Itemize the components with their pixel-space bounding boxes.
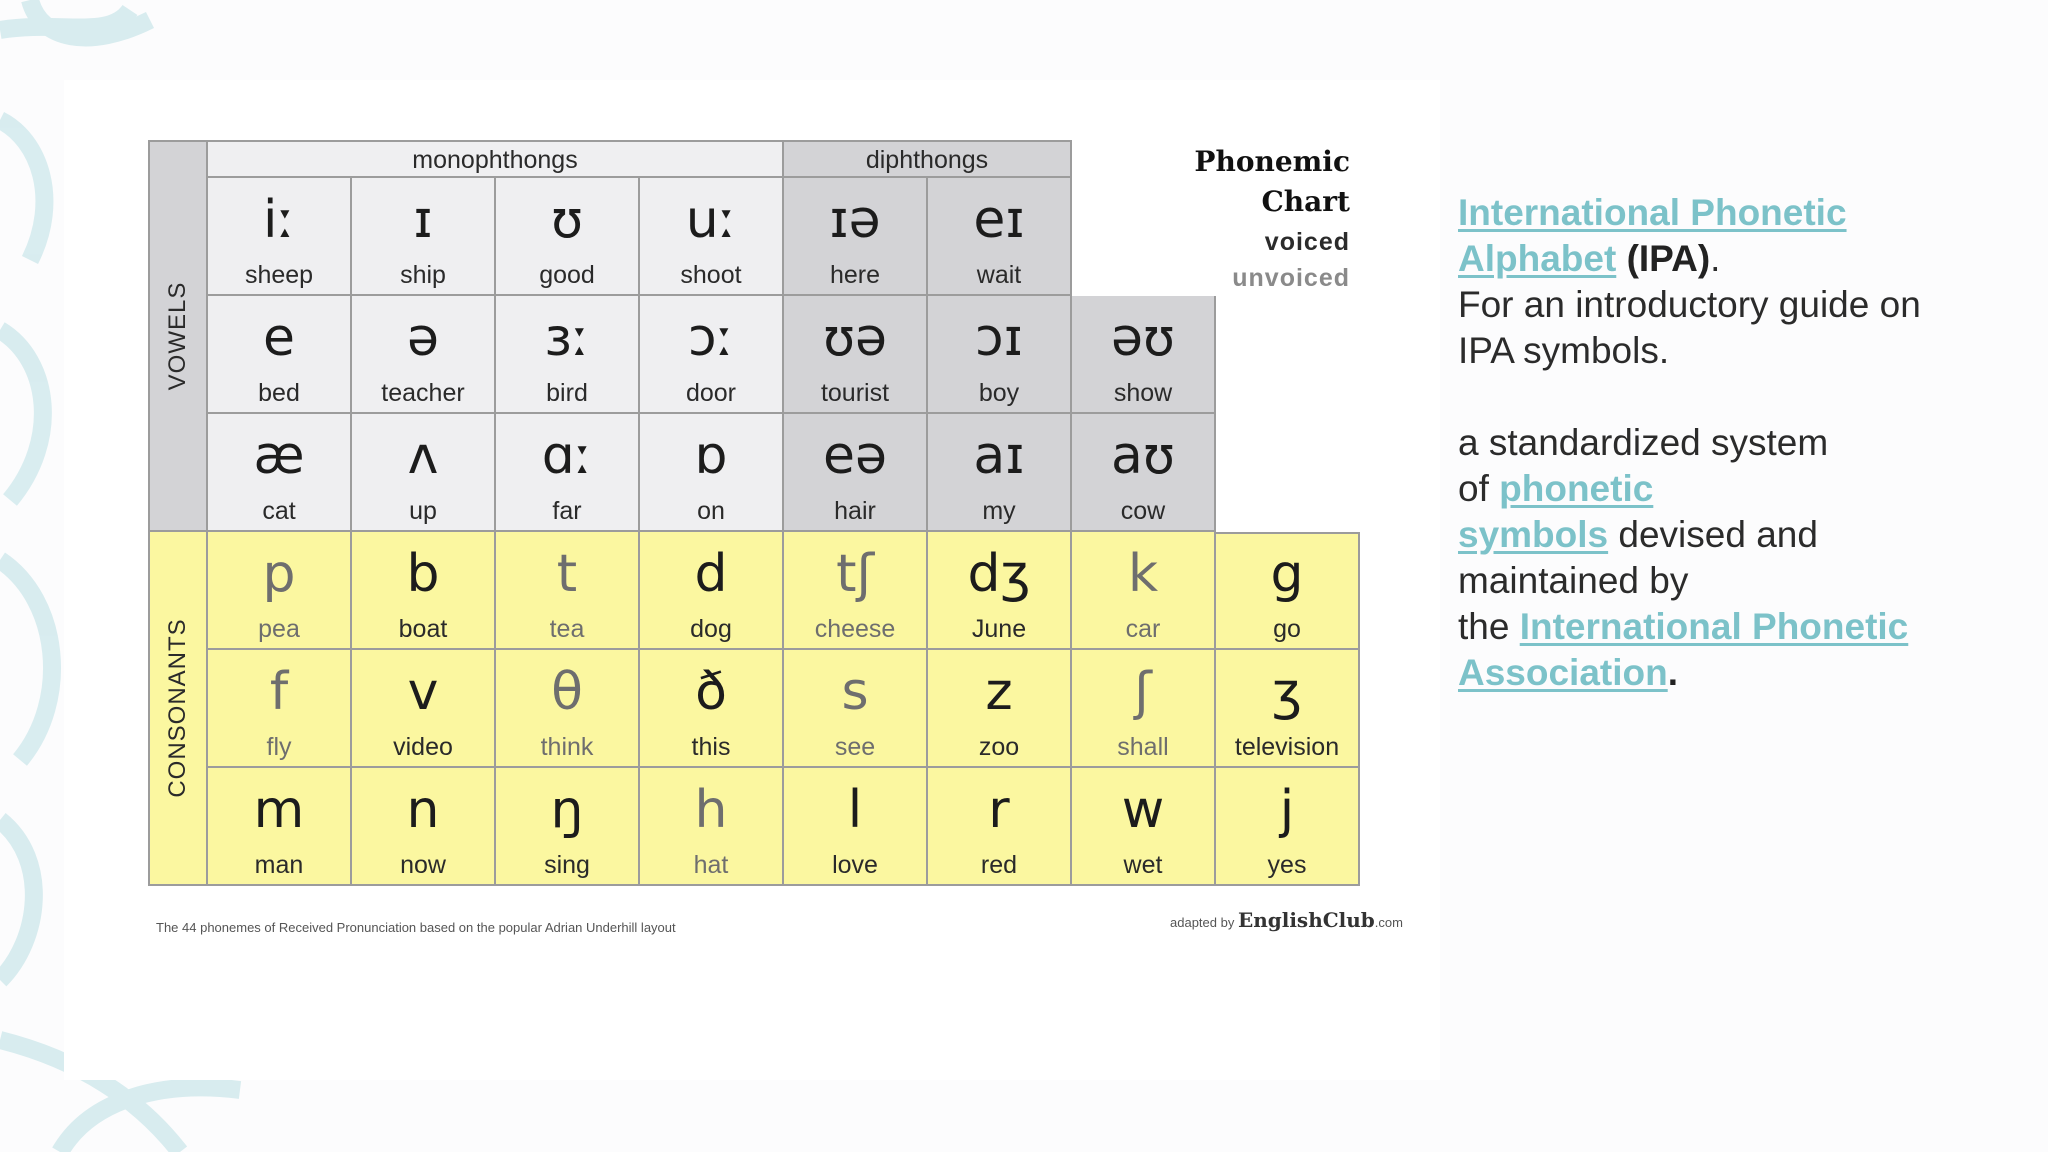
phoneme-symbol: f bbox=[269, 662, 289, 722]
example-word: video bbox=[393, 733, 453, 761]
example-word: now bbox=[400, 851, 446, 879]
phoneme-cell-here bbox=[784, 178, 928, 296]
phoneme-cell-shoot bbox=[640, 178, 784, 296]
phoneme-symbol: ɑː bbox=[541, 426, 593, 486]
example-word: bed bbox=[258, 379, 300, 407]
example-word: zoo bbox=[978, 733, 1020, 761]
phoneme-symbol: æ bbox=[253, 426, 305, 486]
phoneme-cell-my bbox=[928, 414, 1072, 532]
example-word: pea bbox=[258, 615, 300, 643]
phoneme-symbol: ʌ bbox=[407, 426, 439, 486]
symbols-link[interactable]: symbols bbox=[1458, 514, 1609, 555]
std-of: of bbox=[1458, 468, 1489, 509]
phoneme-cell-hat bbox=[640, 768, 784, 886]
example-word: shoot bbox=[680, 261, 742, 289]
phoneme-symbol: d bbox=[694, 544, 728, 604]
ipa-paragraph bbox=[1458, 190, 2018, 374]
example-word: sheep bbox=[244, 261, 314, 289]
intro-line-2: IPA symbols. bbox=[1458, 330, 1670, 371]
consonants-label: CONSONANTS bbox=[164, 618, 191, 798]
phoneme-cell-fly bbox=[208, 650, 352, 768]
phoneme-cell-bird bbox=[496, 296, 640, 414]
phoneme-symbol: ʃ bbox=[1134, 662, 1152, 722]
phonetic-link[interactable]: phonetic bbox=[1499, 468, 1654, 509]
ipa-abbreviation: (IPA) bbox=[1626, 238, 1711, 279]
example-word: my bbox=[982, 497, 1016, 525]
phoneme-cell-boy bbox=[928, 296, 1072, 414]
phoneme-symbol: iː bbox=[263, 190, 295, 250]
standardized-paragraph bbox=[1458, 420, 2018, 696]
example-word: show bbox=[1113, 379, 1173, 407]
phoneme-symbol: w bbox=[1121, 780, 1165, 840]
association-link-continued[interactable]: Association bbox=[1458, 652, 1668, 693]
phoneme-cell-zoo bbox=[928, 650, 1072, 768]
legend-unvoiced: unvoiced bbox=[1232, 264, 1350, 292]
phoneme-symbol: ʒ bbox=[1271, 662, 1303, 722]
phoneme-symbol: e bbox=[263, 308, 295, 368]
diphthongs-header: diphthongs bbox=[784, 140, 1072, 178]
phoneme-symbol: θ bbox=[551, 662, 583, 722]
assoc-period: . bbox=[1667, 652, 1678, 693]
example-word: ship bbox=[400, 261, 446, 289]
chart-footnote: The 44 phonemes of Received Pronunciation based on the popular Adrian Underhill layout bbox=[156, 920, 676, 935]
phoneme-symbol: z bbox=[985, 662, 1013, 722]
phoneme-symbol: ɪə bbox=[829, 190, 881, 250]
phoneme-symbol: eɪ bbox=[973, 190, 1025, 250]
description-text bbox=[1458, 190, 2018, 742]
example-word: see bbox=[834, 733, 876, 761]
phoneme-cell-now bbox=[352, 768, 496, 886]
phoneme-cell-show bbox=[1072, 296, 1216, 414]
example-word: cow bbox=[1120, 497, 1166, 525]
phoneme-cell-cheese bbox=[784, 532, 928, 650]
phoneme-symbol: n bbox=[406, 780, 440, 840]
example-word: think bbox=[540, 733, 594, 761]
phoneme-cell-love bbox=[784, 768, 928, 886]
phoneme-symbol: uː bbox=[685, 190, 737, 250]
std-the: the bbox=[1458, 606, 1510, 647]
example-word: this bbox=[691, 733, 731, 761]
phoneme-cell-dog bbox=[640, 532, 784, 650]
phoneme-symbol: dʒ bbox=[967, 544, 1031, 604]
phoneme-cell-video bbox=[352, 650, 496, 768]
ipa-link[interactable]: International Phonetic bbox=[1458, 192, 1847, 233]
phoneme-cell-sheep bbox=[208, 178, 352, 296]
phoneme-symbol: ʊə bbox=[822, 308, 888, 368]
example-word: hat bbox=[693, 851, 729, 879]
example-word: on bbox=[697, 497, 725, 525]
phoneme-cell-wait bbox=[928, 178, 1072, 296]
adapted-by-text: adapted by bbox=[1170, 915, 1235, 930]
phoneme-cell-pea bbox=[208, 532, 352, 650]
example-word: boat bbox=[398, 615, 448, 643]
example-word: yes bbox=[1267, 851, 1307, 879]
phoneme-symbol: tʃ bbox=[836, 544, 874, 604]
phoneme-cell-door bbox=[640, 296, 784, 414]
phoneme-symbol: aɪ bbox=[973, 426, 1025, 486]
grid-top-border-consonants bbox=[1216, 532, 1360, 534]
vowels-label: VOWELS bbox=[164, 281, 191, 391]
example-word: bird bbox=[546, 379, 588, 407]
example-word: hair bbox=[834, 497, 876, 525]
example-word: tourist bbox=[820, 379, 890, 407]
phoneme-symbol: l bbox=[847, 780, 863, 840]
phoneme-symbol: ɔː bbox=[687, 308, 735, 368]
phoneme-cell-go bbox=[1216, 532, 1360, 650]
phoneme-symbol: k bbox=[1127, 544, 1159, 604]
chart-legend bbox=[1100, 142, 1350, 302]
example-word: cat bbox=[262, 497, 296, 525]
example-word: June bbox=[971, 615, 1027, 643]
legend-voiced: voiced bbox=[1264, 228, 1350, 256]
phoneme-cell-hair bbox=[784, 414, 928, 532]
example-word: car bbox=[1125, 615, 1161, 643]
example-word: man bbox=[254, 851, 304, 879]
example-word: go bbox=[1273, 615, 1301, 643]
phoneme-cell-think bbox=[496, 650, 640, 768]
phoneme-symbol: h bbox=[694, 780, 728, 840]
phoneme-symbol: p bbox=[262, 544, 296, 604]
ipa-period: . bbox=[1710, 238, 1721, 279]
phoneme-symbol: ð bbox=[695, 662, 727, 722]
phoneme-cell-tourist bbox=[784, 296, 928, 414]
phoneme-symbol: ə bbox=[407, 308, 439, 368]
phoneme-cell-tea bbox=[496, 532, 640, 650]
phoneme-cell-bed bbox=[208, 296, 352, 414]
phoneme-symbol: b bbox=[406, 544, 440, 604]
example-word: up bbox=[409, 497, 437, 525]
monophthongs-header: monophthongs bbox=[208, 140, 784, 178]
phoneme-symbol: ʊ bbox=[550, 190, 584, 250]
example-word: far bbox=[552, 497, 582, 525]
std-devised: devised and bbox=[1618, 514, 1818, 555]
example-word: teacher bbox=[381, 379, 465, 407]
example-word: wait bbox=[976, 261, 1022, 289]
phoneme-cell-see bbox=[784, 650, 928, 768]
phoneme-cell-good bbox=[496, 178, 640, 296]
phoneme-symbol: ŋ bbox=[550, 780, 584, 840]
association-link[interactable]: International Phonetic bbox=[1519, 606, 1909, 647]
example-word: red bbox=[980, 851, 1018, 879]
example-word: television bbox=[1234, 733, 1340, 761]
phoneme-symbol: j bbox=[1279, 780, 1295, 840]
std-line-1: a standardized system bbox=[1458, 422, 1829, 463]
example-word: good bbox=[539, 261, 595, 289]
phoneme-cell-sing bbox=[496, 768, 640, 886]
phoneme-cell-yes bbox=[1216, 768, 1360, 886]
example-word: here bbox=[829, 261, 881, 289]
phoneme-symbol: s bbox=[841, 662, 869, 722]
vowels-side-label bbox=[148, 140, 208, 532]
std-maintained: maintained by bbox=[1458, 560, 1689, 601]
consonants-side-label bbox=[148, 532, 208, 886]
example-word: dog bbox=[690, 615, 732, 643]
phoneme-cell-far bbox=[496, 414, 640, 532]
ipa-link-continued[interactable]: Alphabet bbox=[1458, 238, 1617, 279]
phoneme-cell-June bbox=[928, 532, 1072, 650]
example-word: tea bbox=[549, 615, 585, 643]
example-word: door bbox=[685, 379, 737, 407]
englishclub-suffix: .com bbox=[1374, 915, 1403, 930]
phoneme-symbol: g bbox=[1270, 544, 1304, 604]
phoneme-cell-television bbox=[1216, 650, 1360, 768]
phoneme-cell-cow bbox=[1072, 414, 1216, 532]
phoneme-cell-cat bbox=[208, 414, 352, 532]
example-word: love bbox=[832, 851, 878, 879]
example-word: wet bbox=[1123, 851, 1163, 879]
phoneme-cell-car bbox=[1072, 532, 1216, 650]
phoneme-cell-ship bbox=[352, 178, 496, 296]
phoneme-symbol: r bbox=[988, 780, 1010, 840]
example-word: shall bbox=[1117, 733, 1169, 761]
intro-line-1: For an introductory guide on bbox=[1458, 284, 1921, 325]
phoneme-cell-this bbox=[640, 650, 784, 768]
phoneme-symbol: ɔɪ bbox=[975, 308, 1023, 368]
example-word: fly bbox=[266, 733, 292, 761]
phoneme-cell-red bbox=[928, 768, 1072, 886]
phoneme-cell-teacher bbox=[352, 296, 496, 414]
example-word: boy bbox=[978, 379, 1020, 407]
phoneme-cell-shall bbox=[1072, 650, 1216, 768]
phoneme-cell-boat bbox=[352, 532, 496, 650]
phoneme-symbol: ɪ bbox=[413, 190, 433, 250]
example-word: sing bbox=[544, 851, 590, 879]
phoneme-symbol: ɒ bbox=[694, 426, 728, 486]
phoneme-cell-man bbox=[208, 768, 352, 886]
phoneme-symbol: m bbox=[253, 780, 305, 840]
englishclub-logo: EnglishClub bbox=[1237, 908, 1375, 932]
phoneme-symbol: t bbox=[556, 544, 578, 604]
phoneme-cell-up bbox=[352, 414, 496, 532]
phoneme-symbol: v bbox=[407, 662, 439, 722]
phoneme-symbol: aʊ bbox=[1111, 426, 1175, 486]
phoneme-cell-wet bbox=[1072, 768, 1216, 886]
phoneme-symbol: ɜː bbox=[544, 308, 590, 368]
adapted-by-credit bbox=[1170, 908, 1403, 932]
phoneme-symbol: eə bbox=[823, 426, 887, 486]
phoneme-cell-on bbox=[640, 414, 784, 532]
phoneme-symbol: əʊ bbox=[1110, 308, 1176, 368]
legend-title-line2: Chart bbox=[1261, 185, 1350, 218]
example-word: cheese bbox=[814, 615, 896, 643]
legend-title-line1: Phonemic bbox=[1194, 145, 1350, 178]
